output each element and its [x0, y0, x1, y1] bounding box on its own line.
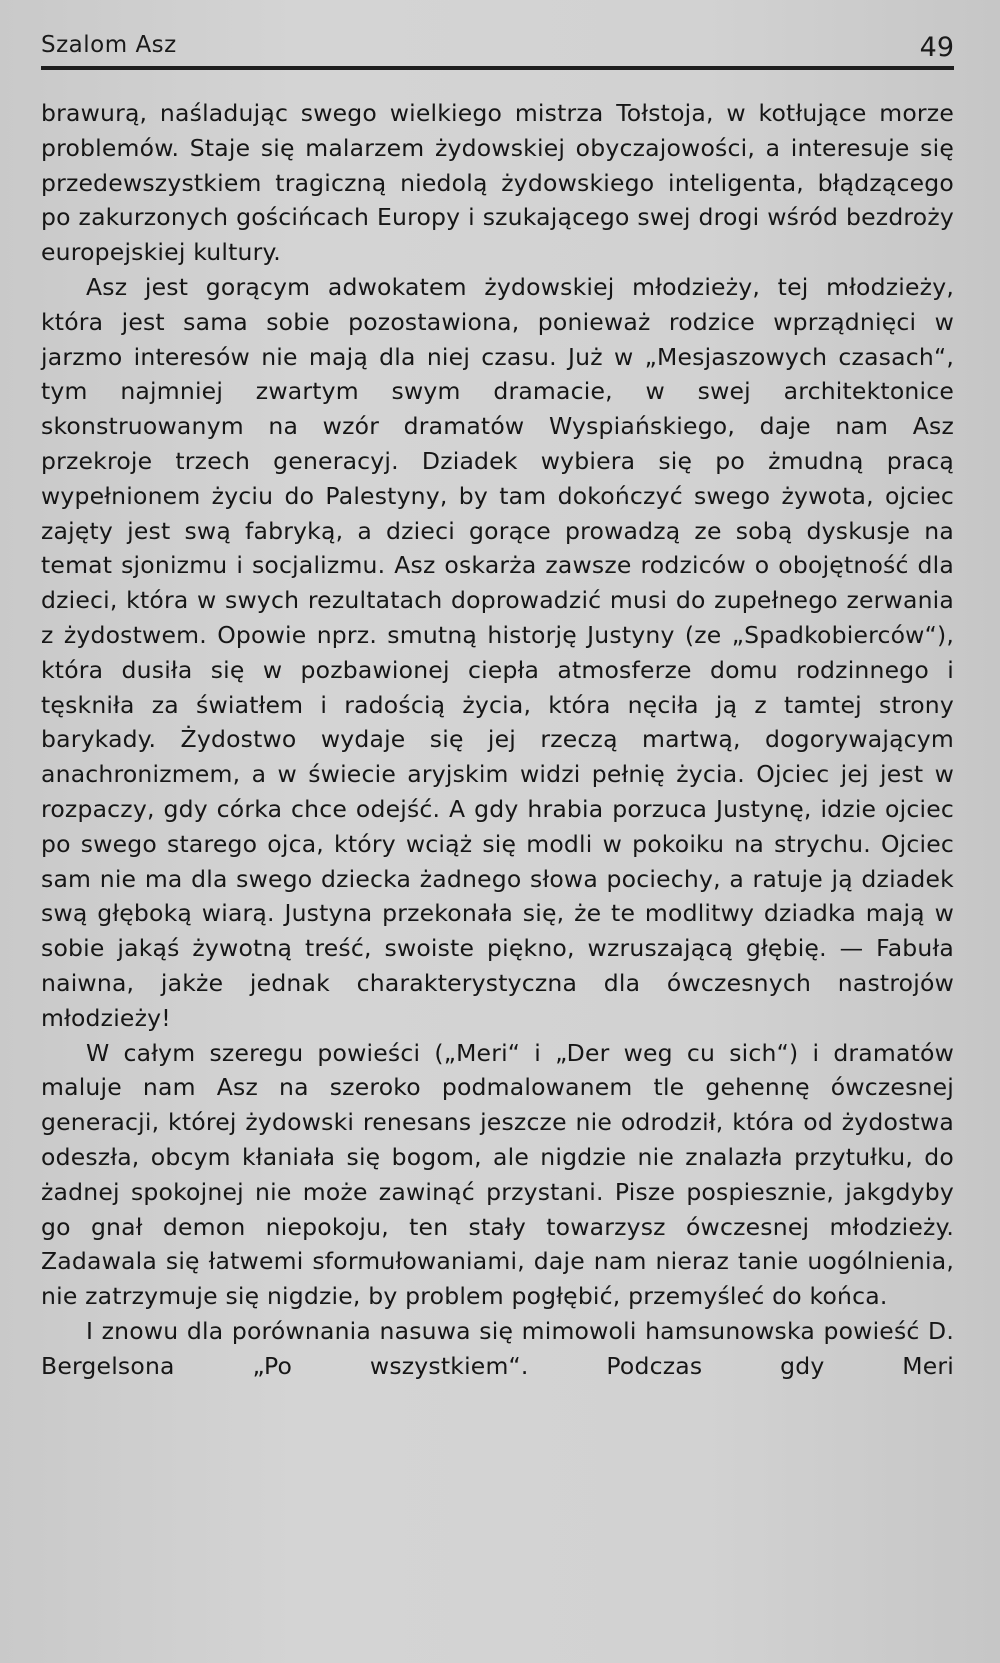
running-header	[41, 28, 954, 70]
page-number: 49	[919, 32, 954, 63]
header-author: Szalom Asz	[41, 32, 177, 58]
paragraph: W całym szeregu powieści („Meri“ i „Der weg cu sich“) i dramatów maluje nam Asz na szeroko podmalowanem tle gehennę ówczesnej generacji, której żydowski renesans jeszcze nie odrodził, która od żydostwa odeszła, obcym kłaniała się bogom, ale nigdzie nie znalazła przytułku, do żadnej spokojnej nie może zawinąć przystani. Pisze pospiesznie, jakgdyby go gnał demon niepokoju, ten stały towarzysz ówczesnej młodzieży. Zadawala się łatwemi sformułowaniami, daje nam nieraz tanie uogólnienia, nie zatrzymuje się nigdzie, by problem pogłębić, przemyśleć do końca.	[41, 1038, 954, 1311]
paragraph: Asz jest gorącym adwokatem żydowskiej młodzieży, tej młodzieży, która jest sama sobie pozostawiona, ponieważ rodzice wprządnięci w jarzmo interesów nie mają dla niej czasu. Już w „Mesjaszowych czasach“, tym najmniej zwartym swym dramacie, w swej architektonice skonstruowanym na wzór dramatów Wyspiańskiego, daje nam Asz przekroje trzech generacyj. Dziadek wybiera się po żmudną pracą wypełnionem życiu do Palestyny, by tam dokończyć swego żywota, ojciec zajęty jest swą fabryką, a dzieci gorące prowadzą ze sobą dyskusje na temat sjonizmu i socjalizmu. Asz oskarża zawsze rodziców o obojętność dla dzieci, która w swych rezultatach doprowadzić musi do zupełnego zerwania z żydostwem. Opowie nprz. smutną historję Justyny (ze „Spadkobierców“), która dusiła się w pozbawionej ciepła atmosferze domu rodzinnego i tęskniła za światłem i radością życia, która nęciła ją z tamtej strony barykady. Żydostwo wydaje się jej rzeczą martwą, dogorywającym anachronizmem, a w świecie aryjskim widzi pełnię życia. Ojciec jej jest w rozpaczy, gdy córka chce odejść. A gdy hrabia porzuca Justynę, idzie ojciec po swego starego ojca, który wciąż się modli w pokoiku na strychu. Ojciec sam nie ma dla swego dziecka żadnego słowa pociechy, a ratuje ją dziadek swą głęboką wiarą. Justyna przekonała się, że te modlitwy dziadka mają w sobie jakąś żywotną treść, swoiste piękno, wzruszającą głębię. — Fabuła naiwna, jakże jednak charakterystyczna dla ówczesnych nastrojów młodzieży!	[41, 272, 954, 1032]
body-text	[41, 96, 954, 1383]
header-rule	[41, 66, 954, 70]
paragraph: I znowu dla porównania nasuwa się mimowoli hamsunowska powieść D. Bergelsona „Po wszystkiem“. Podczas gdy Meri	[41, 1316, 954, 1380]
paragraph: brawurą, naśladując swego wielkiego mistrza Tołstoja, w kotłujące morze problemów. Staje się malarzem żydowskiej obyczajowości, a interesuje się przedewszystkiem tragiczną niedolą żydowskiego inteligenta, błądzącego po zakurzonych gościńcach Europy i szukającego swej drogi wśród bezdroży europejskiej kultury.	[41, 99, 954, 267]
